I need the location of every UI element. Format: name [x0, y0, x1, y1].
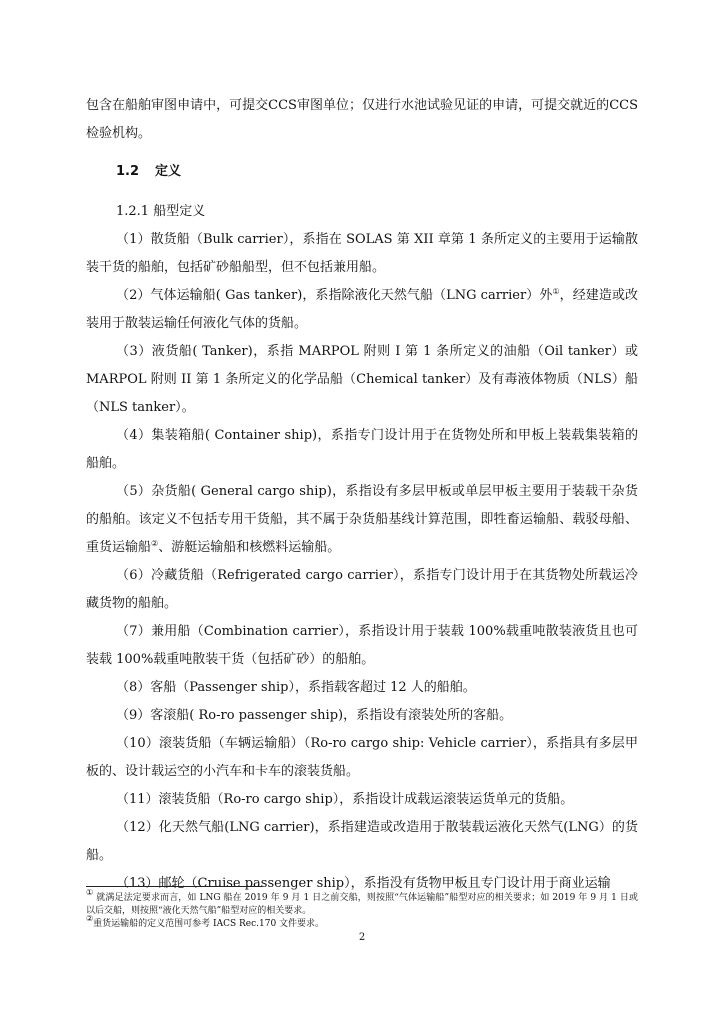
subsection-title: 船型定义 [153, 204, 206, 219]
item-text-tail: ，经建造或改装用于散装运输任何液化气体的货船。 [86, 288, 639, 331]
definition-item-2 [86, 282, 638, 338]
footnote-ref: ② [151, 539, 159, 548]
definition-item-7: （7）兼用船（Combination carrier），系指设计用于装载 100%载重吨散装液货且也可装载 100%载重吨散装干货（包括矿砂）的船舶。 [86, 624, 638, 667]
definition-item-3: （3）液货船( Tanker)，系指 MARPOL 附则 I 第 1 条所定义的油船（Oil tanker）或 MARPOL 附则 II 第 1 条所定义的化学品船（Chemical tanker）及有毒液体物质（NLS）船（NLS tanker）。 [86, 344, 638, 415]
footnote-2 [86, 914, 638, 931]
section-heading [116, 158, 638, 186]
footnote-mark: ② [86, 914, 94, 923]
intro-paragraph: 包含在船舶审图申请中，可提交CCS审图单位；仅进行水池试验见证的申请，可提交就近的CCS检验机构。 [86, 98, 638, 141]
definition-item-13: （13）邮轮（Cruise passenger ship），系指没有货物甲板且专门设计用于商业运输 [116, 876, 611, 891]
definition-item-5 [86, 478, 638, 562]
section-number: 1.2 [116, 164, 140, 179]
footnote-ref: ① [552, 287, 560, 296]
definition-item-10: （10）滚装货船（车辆运输船）（Ro-ro cargo ship: Vehicle carrier），系指具有多层甲板的、设计载运空的小汽车和卡车的滚装货船。 [86, 736, 638, 779]
section-title: 定义 [155, 164, 182, 179]
definition-item-4: （4）集装箱船( Container ship)，系指专门设计用于在货物处所和甲板上装载集装箱的船舶。 [86, 428, 638, 471]
item-text-tail: 、游艇运输船和核燃料运输船。 [158, 540, 341, 555]
page-number: 2 [358, 932, 366, 943]
footnote-1 [86, 888, 639, 918]
definition-item-8: （8）客船（Passenger ship），系指载客超过 12 人的船舶。 [116, 680, 476, 695]
definition-item-12: （12）化天然气船(LNG carrier)，系指建造或改造用于散装载运液化天然气(LNG）的货船。 [86, 820, 638, 863]
item-text: （5）杂货船( General cargo ship)，系指设有多层甲板或单层甲板主要用于装载干杂货的船舶。该定义不包括专用干货船，其不属于杂货船基线计算范围，即牲畜运输船、载驳母船、重货运输船 [86, 484, 638, 555]
definition-item-11: （11）滚装货船（Ro-ro cargo ship），系指设计成载运滚装运货单元的货船。 [116, 792, 574, 807]
subsection-number: 1.2.1 [116, 204, 150, 219]
footnote-divider [86, 886, 262, 887]
footnote-text: 就满足法定要求而言，如 LNG 船在 2019 年 9 月 1 日之前交船，则按照“气体运输船”船型对应的相关要求；如 2019 年 9 月 1 日或以后交船，则按照“液化天然气船”船型对应的相关要求。 [86, 893, 639, 916]
item-text: （2）气体运输船( Gas tanker)，系指除液化天然气船（LNG carrier）外 [116, 288, 553, 303]
footnote-text: 重货运输船的定义范围可参考 IACS Rec.170 文件要求。 [93, 919, 325, 929]
definition-item-9: （9）客滚船( Ro-ro passenger ship)，系指设有滚装处所的客船。 [116, 708, 513, 723]
footnote-mark: ① [86, 888, 94, 897]
definition-item-6: （6）冷藏货船（Refrigerated cargo carrier），系指专门设计用于在其货物处所载运冷藏货物的船舶。 [86, 568, 638, 611]
definition-item-1: （1）散货船（Bulk carrier），系指在 SOLAS 第 XII 章第 1 条所定义的主要用于运输散装干货的船舶，包括矿砂船船型，但不包括兼用船。 [86, 232, 638, 275]
footnotes [86, 888, 639, 931]
page-body [86, 92, 638, 898]
subsection-heading [116, 198, 638, 226]
